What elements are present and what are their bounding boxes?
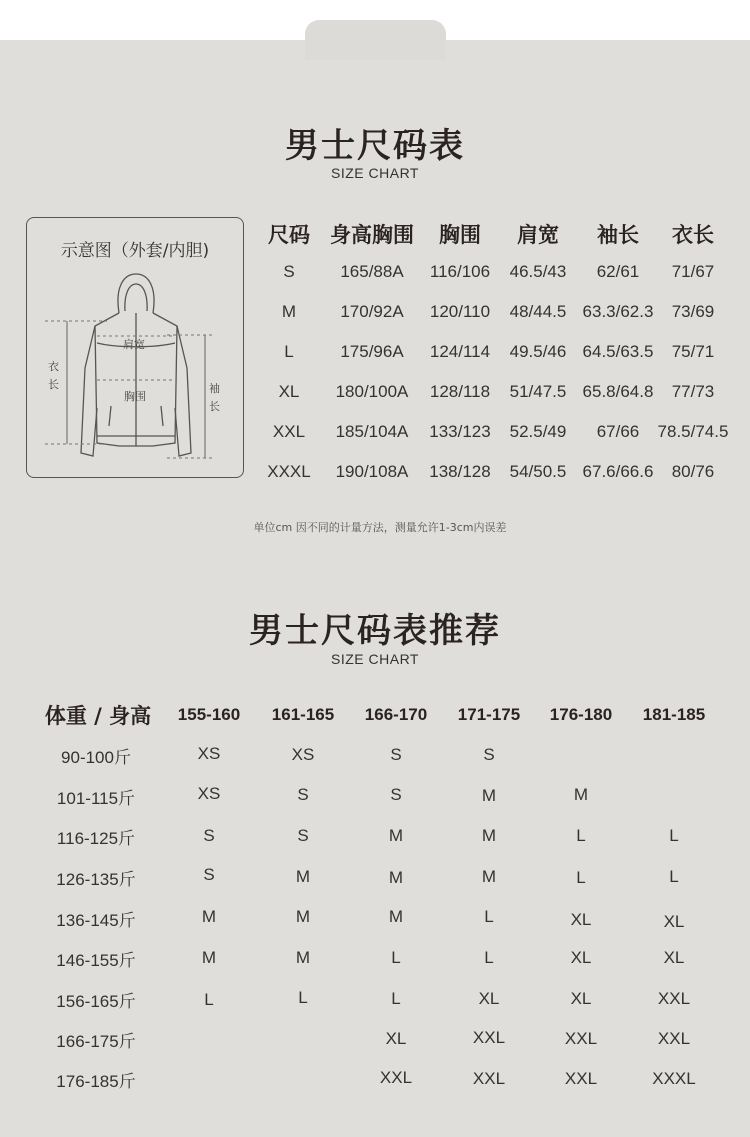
- size-cell: XXL: [472, 1028, 506, 1047]
- table-cell: XXXL: [267, 462, 311, 481]
- size-cell: L: [391, 948, 401, 967]
- table-cell: 67/66: [596, 422, 640, 441]
- size-cell: M: [481, 786, 497, 805]
- size-cell: L: [298, 988, 308, 1007]
- table-cell: 46.5/43: [509, 262, 567, 281]
- size-cell: S: [390, 785, 402, 804]
- weight-height-corner-label: 体重 / 身高: [44, 704, 152, 728]
- height-header: 161-165: [271, 705, 335, 724]
- weight-label: 90-100斤: [61, 748, 131, 767]
- table-cell: M: [281, 302, 297, 321]
- size-cell: L: [484, 948, 494, 967]
- weight-label: 156-165斤: [56, 992, 136, 1011]
- size-cell: S: [483, 745, 495, 764]
- table-cell: S: [283, 262, 295, 281]
- table-cell: 49.5/46: [509, 342, 567, 361]
- size-cell: XL: [478, 989, 500, 1008]
- table-cell: 71/67: [671, 262, 715, 281]
- weight-label: 101-115斤: [56, 789, 136, 808]
- size-cell: L: [576, 868, 586, 887]
- diagram-label-length-1: 衣: [48, 360, 59, 373]
- table-cell: 128/118: [429, 382, 491, 401]
- column-header: 尺码: [268, 223, 310, 247]
- table-cell: 78.5/74.5: [657, 422, 729, 441]
- height-header: 181-185: [642, 705, 706, 724]
- column-header: 身高胸围: [330, 223, 414, 247]
- size-cell: XS: [291, 745, 315, 764]
- height-header: 166-170: [364, 705, 428, 724]
- size-cell: L: [204, 990, 214, 1009]
- size-cell: XXXL: [652, 1069, 696, 1088]
- jacket-diagram: [26, 217, 244, 478]
- size-cell: M: [201, 907, 217, 926]
- table-cell: XXL: [272, 422, 306, 441]
- size-cell: XL: [570, 989, 592, 1008]
- table-cell: 80/76: [671, 462, 715, 481]
- size-cell: M: [388, 907, 404, 926]
- recommendation-subtitle: SIZE CHART: [331, 651, 419, 667]
- size-cell: XL: [663, 912, 685, 931]
- table-cell: 48/44.5: [509, 302, 567, 321]
- size-cell: S: [390, 745, 402, 764]
- size-cell: XXL: [564, 1069, 598, 1088]
- table-cell: 124/114: [429, 342, 491, 361]
- recommendation-title: 男士尺码表推荐: [249, 611, 501, 651]
- weight-label: 136-145斤: [56, 911, 136, 930]
- size-cell: S: [203, 826, 215, 845]
- height-header: 155-160: [177, 705, 241, 724]
- table-cell: 185/104A: [335, 422, 409, 441]
- diagram-caption: 示意图（外套/内胆): [60, 241, 210, 261]
- size-cell: M: [295, 867, 311, 886]
- size-cell: M: [295, 907, 311, 926]
- size-cell: XXL: [379, 1068, 413, 1087]
- table-cell: 180/100A: [335, 382, 409, 401]
- diagram-label-sleeve-1: 袖: [209, 382, 220, 395]
- table-cell: 170/92A: [340, 302, 404, 321]
- size-cell: L: [484, 907, 494, 926]
- size-cell: S: [203, 865, 215, 884]
- size-cell: XXL: [657, 1029, 691, 1048]
- size-cell: XXL: [564, 1029, 598, 1048]
- table-cell: 52.5/49: [509, 422, 567, 441]
- size-cell: XL: [570, 910, 592, 929]
- size-cell: S: [297, 826, 309, 845]
- table-cell: 62/61: [596, 262, 640, 281]
- table-cell: 133/123: [429, 422, 491, 441]
- size-cell: XL: [570, 948, 592, 967]
- size-cell: XL: [663, 948, 685, 967]
- size-cell: M: [201, 948, 217, 967]
- size-cell: XS: [197, 784, 221, 803]
- size-cell: M: [388, 826, 404, 845]
- diagram-label-shoulder: 肩宽: [123, 338, 145, 351]
- measurement-note: 单位cm 因不同的计量方法，测量允许1-3cm内误差: [253, 521, 507, 534]
- column-header: 衣长: [672, 223, 714, 247]
- size-cell: M: [573, 785, 589, 804]
- column-header: 肩宽: [517, 223, 559, 247]
- size-cell: L: [669, 867, 679, 886]
- diagram-label-chest: 胸围: [124, 390, 146, 403]
- column-header: 袖长: [597, 223, 639, 247]
- size-chart-title: 男士尺码表: [285, 126, 465, 166]
- table-cell: 77/73: [671, 382, 715, 401]
- table-cell: 120/110: [429, 302, 491, 321]
- size-chart-subtitle: SIZE CHART: [331, 165, 419, 181]
- table-cell: 63.3/62.3: [582, 302, 654, 321]
- size-cell: L: [576, 826, 586, 845]
- height-header: 171-175: [457, 705, 521, 724]
- weight-label: 126-135斤: [56, 870, 136, 889]
- size-cell: XXL: [472, 1069, 506, 1088]
- table-cell: 190/108A: [335, 462, 409, 481]
- table-cell: 75/71: [671, 342, 715, 361]
- table-cell: 51/47.5: [509, 382, 567, 401]
- table-cell: L: [284, 342, 294, 361]
- diagram-label-sleeve-2: 长: [209, 400, 220, 413]
- weight-label: 116-125斤: [56, 829, 136, 848]
- column-header: 胸围: [439, 223, 481, 247]
- size-cell: XS: [197, 744, 221, 763]
- size-cell: M: [481, 826, 497, 845]
- weight-label: 166-175斤: [56, 1032, 136, 1051]
- size-cell: M: [388, 868, 404, 887]
- table-cell: 138/128: [429, 462, 491, 481]
- top-tab-decoration: [305, 20, 446, 60]
- size-cell: M: [295, 948, 311, 967]
- table-cell: XL: [278, 382, 300, 401]
- height-header: 176-180: [549, 705, 613, 724]
- size-cell: M: [481, 867, 497, 886]
- size-cell: L: [391, 989, 401, 1008]
- size-cell: XL: [385, 1029, 407, 1048]
- diagram-label-length-2: 长: [48, 378, 59, 391]
- size-cell: S: [297, 785, 309, 804]
- table-cell: 67.6/66.6: [582, 462, 654, 481]
- weight-label: 176-185斤: [56, 1072, 136, 1091]
- weight-label: 146-155斤: [56, 951, 136, 970]
- table-cell: 73/69: [671, 302, 715, 321]
- table-cell: 116/106: [429, 262, 491, 281]
- table-cell: 64.5/63.5: [582, 342, 654, 361]
- table-cell: 165/88A: [340, 262, 404, 281]
- table-cell: 54/50.5: [509, 462, 567, 481]
- table-cell: 175/96A: [340, 342, 404, 361]
- size-cell: L: [669, 826, 679, 845]
- table-cell: 65.8/64.8: [582, 382, 654, 401]
- size-cell: XXL: [657, 989, 691, 1008]
